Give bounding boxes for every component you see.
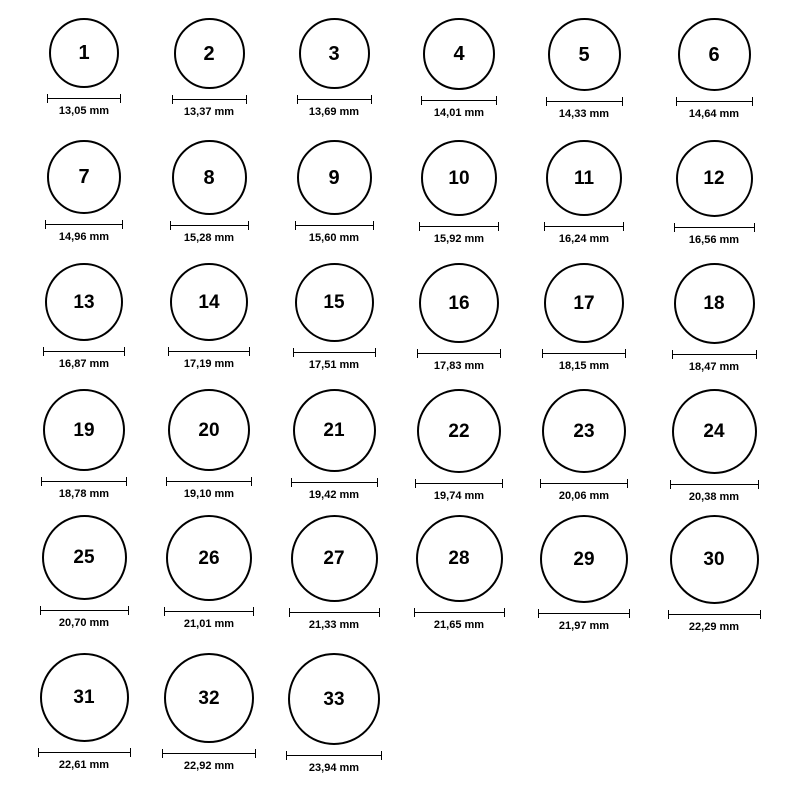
ring-circle-wrap bbox=[47, 140, 121, 214]
dimension-cap-right bbox=[496, 96, 497, 105]
ring-dimension bbox=[668, 610, 761, 633]
ring-size-cell bbox=[399, 389, 519, 502]
ring-circle bbox=[42, 515, 127, 600]
dimension-line bbox=[293, 348, 376, 357]
ring-size-cell bbox=[274, 515, 394, 631]
ring-diameter-label: 21,65 mm bbox=[433, 619, 485, 631]
dimension-cap-left bbox=[540, 479, 541, 488]
dimension-cap-left bbox=[162, 749, 163, 758]
ring-dimension bbox=[297, 95, 372, 118]
ring-size-label: 31 bbox=[73, 687, 95, 708]
ring-circle bbox=[542, 389, 626, 473]
dimension-line bbox=[40, 606, 129, 615]
ring-circle bbox=[291, 515, 378, 602]
dimension-cap-left bbox=[293, 348, 294, 357]
dimension-line bbox=[421, 96, 497, 105]
ring-circle bbox=[164, 653, 254, 743]
ring-size-cell bbox=[524, 18, 644, 120]
dimension-cap-right bbox=[246, 95, 247, 104]
dimension-line bbox=[291, 478, 378, 487]
ring-circle-wrap bbox=[299, 18, 370, 89]
dimension-cap-right bbox=[249, 347, 250, 356]
ring-diameter-label: 20,38 mm bbox=[688, 491, 740, 503]
ring-size-label: 26 bbox=[198, 547, 220, 569]
ring-diameter-label: 15,92 mm bbox=[433, 233, 485, 245]
ring-size-cell bbox=[149, 389, 269, 500]
ring-dimension bbox=[38, 748, 131, 771]
ring-diameter-label: 21,33 mm bbox=[308, 619, 360, 631]
ring-size-label: 8 bbox=[203, 166, 215, 189]
ring-size-cell bbox=[149, 653, 269, 772]
dimension-line bbox=[45, 220, 123, 229]
ring-circle-wrap bbox=[170, 263, 248, 341]
dimension-cap-right bbox=[375, 348, 376, 357]
ring-circle bbox=[672, 389, 757, 474]
ring-dimension bbox=[544, 222, 624, 245]
dimension-cap-left bbox=[417, 349, 418, 358]
ring-dimension bbox=[170, 221, 249, 244]
ring-dimension bbox=[43, 347, 125, 370]
dimension-cap-left bbox=[47, 94, 48, 103]
ring-diameter-label: 19,10 mm bbox=[183, 488, 235, 500]
dimension-line bbox=[297, 95, 372, 104]
ring-size-cell bbox=[654, 389, 774, 503]
dimension-cap-left bbox=[544, 222, 545, 231]
dimension-line bbox=[544, 222, 624, 231]
ring-size-label: 15 bbox=[323, 292, 345, 313]
dimension-cap-left bbox=[41, 477, 42, 486]
dimension-cap-left bbox=[538, 609, 539, 618]
dimension-cap-right bbox=[377, 478, 378, 487]
ring-size-label: 28 bbox=[448, 548, 470, 569]
dimension-cap-left bbox=[164, 607, 165, 616]
ring-size-label: 19 bbox=[73, 419, 95, 441]
ring-size-cell bbox=[524, 140, 644, 245]
ring-circle-wrap bbox=[172, 140, 247, 215]
ring-dimension bbox=[542, 349, 626, 372]
dimension-line bbox=[47, 94, 121, 103]
ring-diameter-label: 20,06 mm bbox=[558, 490, 610, 502]
ring-circle bbox=[40, 653, 129, 742]
ring-circle bbox=[295, 263, 374, 342]
ring-dimension bbox=[45, 220, 123, 243]
ring-size-label: 30 bbox=[703, 549, 725, 570]
ring-size-label: 3 bbox=[328, 42, 340, 65]
dimension-line bbox=[166, 477, 252, 486]
ring-circle bbox=[421, 140, 497, 216]
dimension-line bbox=[670, 480, 759, 489]
ring-size-cell bbox=[399, 140, 519, 245]
dimension-cap-right bbox=[627, 479, 628, 488]
ring-size-label: 11 bbox=[573, 167, 595, 189]
dimension-cap-left bbox=[676, 97, 677, 106]
ring-circle-wrap bbox=[670, 515, 759, 604]
dimension-cap-right bbox=[752, 97, 753, 106]
ring-circle bbox=[540, 515, 628, 603]
ring-size-label: 27 bbox=[323, 548, 345, 569]
ring-diameter-label: 16,24 mm bbox=[558, 233, 610, 245]
ring-circle bbox=[417, 389, 501, 473]
dimension-cap-right bbox=[381, 751, 382, 760]
ring-size-label: 6 bbox=[708, 43, 720, 66]
ring-diameter-label: 14,96 mm bbox=[58, 231, 110, 243]
ring-circle-wrap bbox=[168, 389, 250, 471]
ring-size-cell bbox=[149, 18, 269, 118]
ring-size-label: 10 bbox=[448, 167, 470, 189]
dimension-cap-left bbox=[414, 608, 415, 617]
ring-circle-wrap bbox=[546, 140, 622, 216]
ring-diameter-label: 23,94 mm bbox=[308, 762, 360, 774]
ring-size-label: 25 bbox=[73, 547, 95, 568]
ring-circle-wrap bbox=[164, 653, 254, 743]
ring-size-cell bbox=[399, 515, 519, 631]
ring-size-label: 20 bbox=[198, 419, 220, 441]
ring-circle bbox=[43, 389, 125, 471]
ring-circle-wrap bbox=[544, 263, 624, 343]
ring-size-label: 21 bbox=[323, 420, 345, 441]
dimension-line bbox=[168, 347, 250, 356]
dimension-line bbox=[162, 749, 256, 758]
ring-dimension bbox=[164, 607, 254, 630]
dimension-cap-left bbox=[38, 748, 39, 757]
ring-size-cell bbox=[524, 263, 644, 372]
ring-size-label: 17 bbox=[573, 292, 595, 314]
ring-circle-wrap bbox=[676, 140, 753, 217]
ring-circle-wrap bbox=[291, 515, 378, 602]
dimension-line bbox=[546, 97, 623, 106]
dimension-cap-right bbox=[379, 608, 380, 617]
ring-dimension bbox=[414, 608, 505, 631]
ring-dimension bbox=[672, 350, 757, 373]
ring-circle bbox=[166, 515, 252, 601]
ring-size-cell bbox=[524, 389, 644, 502]
ring-dimension bbox=[291, 478, 378, 501]
ring-diameter-label: 13,37 mm bbox=[183, 106, 235, 118]
dimension-cap-left bbox=[172, 95, 173, 104]
ring-dimension bbox=[538, 609, 630, 632]
dimension-line bbox=[419, 222, 499, 231]
ring-size-cell bbox=[274, 263, 394, 371]
dimension-cap-left bbox=[670, 480, 671, 489]
dimension-cap-right bbox=[500, 349, 501, 358]
dimension-line bbox=[540, 479, 628, 488]
dimension-line bbox=[38, 748, 131, 757]
dimension-line bbox=[414, 608, 505, 617]
ring-diameter-label: 18,47 mm bbox=[688, 361, 740, 373]
dimension-line bbox=[43, 347, 125, 356]
ring-circle bbox=[172, 140, 247, 215]
dimension-line bbox=[538, 609, 630, 618]
ring-dimension bbox=[172, 95, 247, 118]
ring-size-label: 13 bbox=[73, 291, 95, 313]
ring-diameter-label: 17,83 mm bbox=[433, 360, 485, 372]
dimension-line bbox=[286, 751, 382, 760]
dimension-cap-right bbox=[502, 479, 503, 488]
ring-diameter-label: 21,01 mm bbox=[183, 618, 235, 630]
ring-circle-wrap bbox=[40, 653, 129, 742]
ring-size-cell bbox=[399, 18, 519, 119]
ring-dimension bbox=[419, 222, 499, 245]
ring-size-label: 16 bbox=[448, 292, 470, 314]
dimension-line bbox=[415, 479, 503, 488]
dimension-line bbox=[289, 608, 380, 617]
ring-circle bbox=[49, 18, 119, 88]
dimension-cap-right bbox=[629, 609, 630, 618]
ring-diameter-label: 22,92 mm bbox=[183, 760, 235, 772]
ring-diameter-label: 18,78 mm bbox=[58, 488, 110, 500]
ring-diameter-label: 17,19 mm bbox=[183, 358, 235, 370]
ring-dimension bbox=[546, 97, 623, 120]
ring-size-cell bbox=[24, 389, 144, 500]
dimension-cap-left bbox=[295, 221, 296, 230]
dimension-line bbox=[41, 477, 127, 486]
ring-size-cell bbox=[24, 18, 144, 117]
ring-size-cell bbox=[654, 18, 774, 120]
ring-dimension bbox=[289, 608, 380, 631]
ring-size-cell bbox=[24, 140, 144, 243]
dimension-cap-right bbox=[756, 350, 757, 359]
ring-diameter-label: 17,51 mm bbox=[308, 359, 360, 371]
ring-size-cell bbox=[274, 653, 394, 774]
dimension-cap-left bbox=[668, 610, 669, 619]
ring-dimension bbox=[47, 94, 121, 117]
ring-circle bbox=[419, 263, 499, 343]
ring-circle bbox=[293, 389, 376, 472]
ring-size-label: 18 bbox=[703, 293, 725, 314]
dimension-cap-left bbox=[40, 606, 41, 615]
dimension-line bbox=[676, 97, 753, 106]
ring-diameter-label: 22,61 mm bbox=[58, 759, 110, 771]
dimension-cap-left bbox=[166, 477, 167, 486]
dimension-cap-right bbox=[504, 608, 505, 617]
ring-circle-wrap bbox=[43, 389, 125, 471]
ring-diameter-label: 15,28 mm bbox=[183, 232, 235, 244]
ring-dimension bbox=[168, 347, 250, 370]
ring-size-label: 1 bbox=[78, 42, 90, 64]
ring-size-cell bbox=[149, 140, 269, 244]
ring-diameter-label: 16,87 mm bbox=[58, 358, 110, 370]
ring-size-cell bbox=[654, 515, 774, 633]
ring-circle-wrap bbox=[49, 18, 119, 88]
ring-circle bbox=[544, 263, 624, 343]
ring-diameter-label: 19,74 mm bbox=[433, 490, 485, 502]
ring-circle-wrap bbox=[297, 140, 372, 215]
ring-size-label: 24 bbox=[703, 421, 725, 442]
dimension-cap-left bbox=[291, 478, 292, 487]
ring-size-label: 23 bbox=[573, 420, 595, 442]
ring-diameter-label: 15,60 mm bbox=[308, 232, 360, 244]
ring-circle-wrap bbox=[678, 18, 751, 91]
ring-circle-wrap bbox=[674, 263, 755, 344]
ring-circle-wrap bbox=[540, 515, 628, 603]
ring-circle-wrap bbox=[423, 18, 495, 90]
dimension-line bbox=[417, 349, 501, 358]
dimension-line bbox=[164, 607, 254, 616]
ring-size-label: 33 bbox=[323, 688, 345, 710]
ring-circle bbox=[674, 263, 755, 344]
ring-circle bbox=[47, 140, 121, 214]
ring-size-label: 12 bbox=[703, 168, 725, 189]
ring-circle bbox=[546, 140, 622, 216]
dimension-line bbox=[674, 223, 755, 232]
ring-diameter-label: 14,64 mm bbox=[688, 108, 740, 120]
ring-dimension bbox=[674, 223, 755, 246]
dimension-line bbox=[295, 221, 374, 230]
ring-circle-wrap bbox=[45, 263, 123, 341]
ring-size-cell bbox=[24, 515, 144, 629]
ring-size-cell bbox=[654, 263, 774, 373]
ring-circle-wrap bbox=[166, 515, 252, 601]
ring-size-label: 29 bbox=[573, 548, 595, 570]
ring-size-label: 2 bbox=[203, 42, 215, 65]
ring-diameter-label: 20,70 mm bbox=[58, 617, 110, 629]
ring-circle bbox=[423, 18, 495, 90]
ring-size-cell bbox=[524, 515, 644, 632]
dimension-cap-left bbox=[419, 222, 420, 231]
ring-size-cell bbox=[399, 263, 519, 372]
dimension-cap-right bbox=[120, 94, 121, 103]
dimension-cap-right bbox=[130, 748, 131, 757]
ring-size-cell bbox=[149, 515, 269, 630]
dimension-cap-left bbox=[168, 347, 169, 356]
ring-size-cell bbox=[24, 263, 144, 370]
dimension-cap-right bbox=[124, 347, 125, 356]
ring-diameter-label: 16,56 mm bbox=[688, 234, 740, 246]
ring-circle bbox=[297, 140, 372, 215]
ring-size-label: 4 bbox=[453, 43, 465, 65]
ring-dimension bbox=[162, 749, 256, 772]
ring-dimension bbox=[540, 479, 628, 502]
ring-diameter-label: 13,05 mm bbox=[58, 105, 110, 117]
ring-dimension bbox=[166, 477, 252, 500]
ring-size-cell bbox=[274, 389, 394, 501]
dimension-cap-right bbox=[126, 477, 127, 486]
ring-circle bbox=[670, 515, 759, 604]
ring-size-label: 14 bbox=[198, 291, 220, 313]
ring-diameter-label: 14,01 mm bbox=[433, 107, 485, 119]
ring-circle-wrap bbox=[672, 389, 757, 474]
ring-circle bbox=[416, 515, 503, 602]
ring-dimension bbox=[417, 349, 501, 372]
dimension-cap-right bbox=[251, 477, 252, 486]
dimension-cap-right bbox=[760, 610, 761, 619]
ring-circle-wrap bbox=[421, 140, 497, 216]
ring-circle-wrap bbox=[416, 515, 503, 602]
dimension-cap-left bbox=[674, 223, 675, 232]
dimension-cap-left bbox=[542, 349, 543, 358]
ring-dimension bbox=[293, 348, 376, 371]
ring-size-cell bbox=[274, 18, 394, 118]
dimension-cap-right bbox=[248, 221, 249, 230]
dimension-cap-left bbox=[286, 751, 287, 760]
dimension-line bbox=[668, 610, 761, 619]
ring-circle-wrap bbox=[295, 263, 374, 342]
dimension-cap-right bbox=[622, 97, 623, 106]
dimension-line bbox=[172, 95, 247, 104]
dimension-cap-right bbox=[758, 480, 759, 489]
ring-circle bbox=[168, 389, 250, 471]
ring-circle bbox=[170, 263, 248, 341]
dimension-cap-left bbox=[415, 479, 416, 488]
ring-diameter-label: 19,42 mm bbox=[308, 489, 360, 501]
dimension-cap-right bbox=[754, 223, 755, 232]
dimension-cap-left bbox=[546, 97, 547, 106]
ring-dimension bbox=[40, 606, 129, 629]
dimension-cap-left bbox=[43, 347, 44, 356]
ring-size-label: 22 bbox=[448, 420, 470, 442]
ring-dimension bbox=[415, 479, 503, 502]
ring-size-cell bbox=[274, 140, 394, 244]
dimension-cap-right bbox=[255, 749, 256, 758]
ring-diameter-label: 22,29 mm bbox=[688, 621, 740, 633]
ring-diameter-label: 14,33 mm bbox=[558, 108, 610, 120]
ring-dimension bbox=[676, 97, 753, 120]
ring-circle bbox=[288, 653, 380, 745]
ring-circle-wrap bbox=[42, 515, 127, 600]
dimension-cap-right bbox=[498, 222, 499, 231]
ring-size-cell bbox=[24, 653, 144, 771]
ring-dimension bbox=[670, 480, 759, 503]
ring-circle-wrap bbox=[548, 18, 621, 91]
dimension-line bbox=[542, 349, 626, 358]
ring-circle bbox=[174, 18, 245, 89]
ring-circle bbox=[548, 18, 621, 91]
ring-circle bbox=[45, 263, 123, 341]
dimension-cap-left bbox=[45, 220, 46, 229]
dimension-cap-right bbox=[371, 95, 372, 104]
dimension-cap-right bbox=[122, 220, 123, 229]
ring-circle-wrap bbox=[419, 263, 499, 343]
ring-circle bbox=[676, 140, 753, 217]
dimension-cap-left bbox=[421, 96, 422, 105]
dimension-cap-right bbox=[373, 221, 374, 230]
ring-dimension bbox=[295, 221, 374, 244]
ring-size-label: 9 bbox=[328, 166, 340, 189]
ring-circle-wrap bbox=[174, 18, 245, 89]
ring-size-cell bbox=[149, 263, 269, 370]
ring-dimension bbox=[41, 477, 127, 500]
ring-circle-wrap bbox=[293, 389, 376, 472]
dimension-cap-right bbox=[253, 607, 254, 616]
ring-diameter-label: 18,15 mm bbox=[558, 360, 610, 372]
dimension-cap-right bbox=[623, 222, 624, 231]
dimension-cap-left bbox=[170, 221, 171, 230]
dimension-cap-right bbox=[625, 349, 626, 358]
ring-size-label: 7 bbox=[78, 166, 90, 188]
dimension-line bbox=[672, 350, 757, 359]
ring-circle-wrap bbox=[417, 389, 501, 473]
ring-size-cell bbox=[654, 140, 774, 246]
dimension-cap-right bbox=[128, 606, 129, 615]
dimension-line bbox=[170, 221, 249, 230]
ring-diameter-label: 13,69 mm bbox=[308, 106, 360, 118]
ring-circle bbox=[299, 18, 370, 89]
ring-size-label: 32 bbox=[198, 687, 220, 709]
ring-size-label: 5 bbox=[578, 43, 590, 66]
dimension-cap-left bbox=[672, 350, 673, 359]
ring-circle bbox=[678, 18, 751, 91]
ring-dimension bbox=[421, 96, 497, 119]
dimension-cap-left bbox=[297, 95, 298, 104]
ring-diameter-label: 21,97 mm bbox=[558, 620, 610, 632]
ring-circle-wrap bbox=[542, 389, 626, 473]
ring-dimension bbox=[286, 751, 382, 774]
dimension-cap-left bbox=[289, 608, 290, 617]
ring-circle-wrap bbox=[288, 653, 380, 745]
